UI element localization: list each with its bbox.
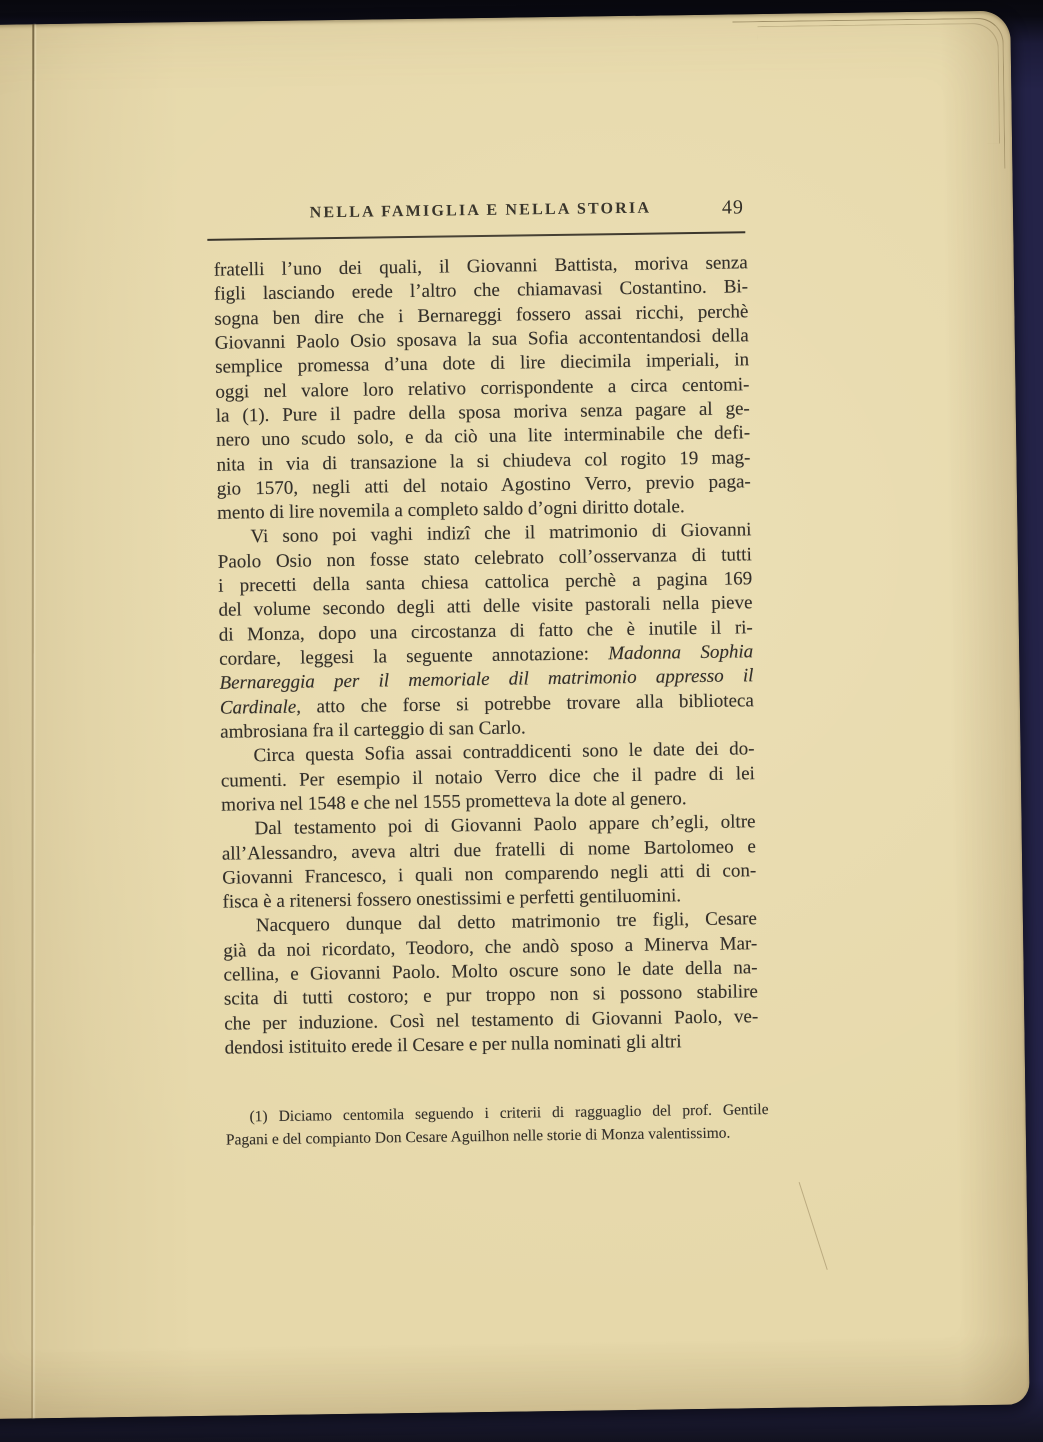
text-segment: nero uno scudo solo, e da ciò una lite interminabile che defi- — [215, 422, 751, 451]
gutter-crease — [31, 24, 34, 1418]
text-segment: Giovanni Francesco, i quali non comparendo negli atti di con- — [222, 860, 757, 889]
text-segment: i precetti della santa chiesa cattolica perchè a pagina 169 — [218, 568, 753, 597]
text-segment: all’Alessandro, aveva altri due fratelli di nome Bartolomeo e — [221, 835, 757, 865]
paragraph — [214, 251, 752, 526]
text-segment: Vi sono poi vaghi indizî che il matrimonio di Giovanni — [250, 519, 752, 548]
text-segment: fratelli l’uno dei quali, il Giovanni Battista, moriva senza — [213, 252, 748, 281]
text-segment: dendosi istituito erede il Cesare e per nulla nominati gli altri — [224, 1031, 682, 1059]
text-segment: (1) Diciamo centomila seguendo i criterii di ragguaglio del prof. Gentile — [249, 1101, 769, 1126]
paragraph — [223, 908, 759, 1061]
text-segment: ambrosiana fra il carteggio di san Carlo. — [220, 717, 526, 743]
text-segment: moriva nel 1548 e che nel 1555 prometteva la dote al genero. — [221, 788, 687, 816]
text-segment: Paolo Osio non fosse stato celebrato coll’osservanza di tutti — [217, 543, 752, 573]
text-segment: fisca è a ritenersi fossero onestissimi e perfetti gentiluomini. — [222, 885, 682, 913]
paragraph — [217, 519, 754, 745]
text-segment: cumenti. Per esempio il notaio Verro dice che il padre di lei — [220, 762, 755, 792]
text-segment: atto che forse si potrebbe trovare alla biblioteca — [300, 689, 754, 718]
text-segment: Dal testamento poi di Giovanni Paolo appare ch’egli, oltre — [254, 811, 756, 840]
text-segment: Pagani e del compianto Don Cesare Aguilhon nelle storie di Monza valentissimo. — [225, 1124, 731, 1149]
text-segment: sogna ben dire che i Bernareggi fossero assai ricchi, perchè — [214, 300, 749, 330]
text-segment: Nacquero dunque dal detto matrimonio tre figli, Cesare — [255, 908, 758, 937]
text-segment: cellina, e Giovanni Paolo. Molto oscure sono le date della na- — [223, 957, 758, 986]
italic-text-segment: Madonna Sophia — [608, 641, 754, 665]
header-rule — [207, 231, 745, 241]
book-page — [0, 11, 1030, 1420]
text-segment: cordare, leggesi la seguente annotazione: — [219, 643, 609, 670]
text-segment: figli lasciando erede l’altro che chiamavasi Costantino. Bi- — [213, 276, 749, 306]
text-segment: del volume secondo degli atti delle visite pastorali nella pieve — [218, 592, 753, 622]
text-segment: scita di tutti costoro; e pur troppo non si possono stabilire — [223, 981, 759, 1011]
italic-text-segment: Cardinale, — [219, 696, 302, 719]
text-segment: oggi nel valore loro relativo corrispondente a circa centomi- — [215, 373, 750, 403]
text-segment: che per induzione. Così nel testamento di Giovanni Paolo, ve- — [224, 1005, 759, 1035]
text-segment: di Monza, dopo una circostanza di fatto che è inutile il ri- — [218, 616, 753, 646]
footnote — [225, 1099, 769, 1152]
text-segment: Giovanni Paolo Osio sposava la sua Sofia accontentandosi della — [214, 325, 749, 354]
body-text — [214, 251, 759, 1061]
paragraph — [221, 810, 756, 915]
paragraph — [220, 737, 755, 817]
page-number: 49 — [721, 196, 745, 219]
underlying-page-edge-inner — [757, 23, 1000, 147]
text-segment: la (1). Pure il padre della sposa moriva senza pagare al ge- — [215, 398, 750, 427]
text-segment: nita in via di transazione la si chiudeva col rogito 19 mag- — [216, 446, 751, 476]
running-title: NELLA FAMIGLIA E NELLA STORIA — [309, 199, 652, 222]
text-segment: già da noi ricordato, Teodoro, che andò sposo a Minerva Mar- — [223, 932, 758, 962]
text-segment: mento di lire novemila a completo saldo d’ogni diritto dotale. — [217, 496, 685, 524]
italic-text-segment: Bernareggia per il memoriale dil matrimonio appresso il — [219, 665, 754, 695]
text-segment: gio 1570, negli atti del notaio Agostino Verro, previo paga- — [216, 471, 751, 500]
corner-crease — [799, 1182, 828, 1270]
page-header — [213, 198, 748, 231]
text-segment: Circa questa Sofia assai contraddicenti sono le date dei do- — [253, 738, 755, 767]
text-segment: semplice promessa d’una dote di lire diecimila imperiali, in — [214, 349, 750, 378]
